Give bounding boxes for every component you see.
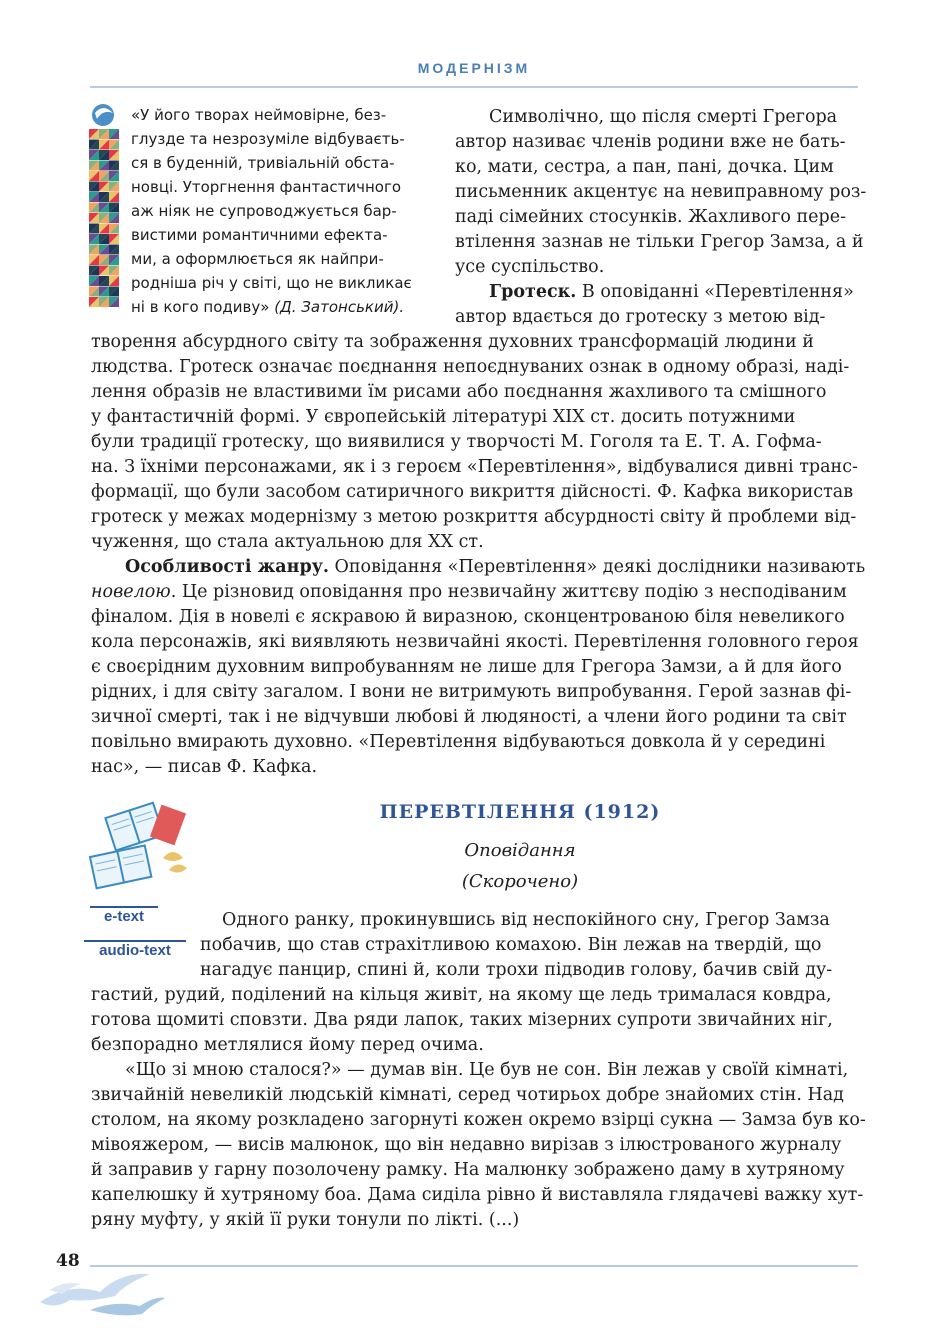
text-line: на. З їхніми персонажами, як і з героєм «Перевтілення», відбувалися дивні транс- [91,457,858,477]
text-run: . Це різновид оповідання про незвичайну життєву подію з несподіваним [170,582,847,602]
quote-author: (Д. Затонський). [269,298,405,316]
text-line: й заправив у гарну позолочену рамку. На малюнку зображено даму в хутряному [91,1160,845,1180]
text-run: Оповідання «Перевтілення» деякі дослідники називають [328,557,866,577]
quote-line: вистими романтичними ефекта- [131,226,388,244]
text-line: є своєрідним духовним випробуванням не лише для Грегора Замзи, а й для його [91,657,842,677]
text-line: чуження, що стала актуальною для XX ст. [91,532,484,552]
genre-second-line [91,580,856,605]
text-line: кола персонажів, які виявляють незвичайні якості. Перевтілення головного героя [91,632,859,652]
term-novel: новелою [91,582,171,602]
text-line: безпорадно метлялися йому перед очима. [91,1035,484,1055]
text-line: звичайній невеликій людській кімнаті, серед чотирьох добре знайомих стін. Над [91,1085,844,1105]
text-line: мівояжером, — висів малюнок, що він недавно вирізав з ілюстрованого журналу [91,1135,842,1155]
text-line: у фантастичній формі. У європейській літературі XIX ст. досить потужними [91,407,796,427]
text-line: повільно вмирають духовно. «Перевтілення відбуваються довкола й у середині [91,732,826,752]
quote-line: аж ніяк не супроводжується бар- [131,202,397,220]
genre-first-line [91,555,866,580]
text-run: В оповіданні «Перевтілення» [576,282,854,302]
text-line: паді сімейних стосунків. Жахливого пере- [455,207,847,227]
text-line: «Що зі мною сталося?» — думав він. Це був не сон. Він лежав у своїй кімнаті, [125,1060,849,1080]
etext-link[interactable]: e-text [90,906,158,930]
text-line: автор вдається до гротеску з метою від- [455,307,826,327]
quote-line-last [131,295,431,319]
text-line: рідних, і для світу загалом. І вони не витримують випробування. Герой зазнав фі- [91,682,852,702]
text-line: людства. Гротеск означає поєднання непоєднуваних ознак в одному образі, наді- [91,357,850,377]
text-line: капелюшку й хутряному боа. Дама сиділа рівно й виставляла глядачеві важку хут- [91,1185,864,1205]
section-title: ПЕРЕВТІЛЕННЯ (1912) [379,801,661,823]
text-line: столом, на якому розкладено загорнуті кожен окремо взірці сукна — Замза був ко- [91,1110,866,1130]
text-line: письменник акцентує на невиправному роз- [455,182,867,202]
text-line: Одного ранку, прокинувшись від неспокійного сну, Грегор Замза [222,910,830,930]
quote-line: новці. Уторгнення фантастичного [131,178,402,196]
text-line: нагадує панцир, спині й, коли трохи підводив голову, бачив свій ду- [200,960,833,980]
birds-icon [30,1262,170,1322]
text-line: формації, що були засобом сатиричного викриття дійсності. Ф. Кафка використав [91,482,854,502]
grotesk-first-line [455,280,856,305]
text-line: лення образів не властивими їм рисами або поєднання жахливого та смішного [91,382,827,402]
quote-line: глузде та незрозуміле відбуваєть- [131,130,405,148]
text-line: автор називає членів родини вже не бать- [455,132,846,152]
audiotext-link[interactable]: audio-text [84,940,186,964]
text-line: творення абсурдного світу та зображення духовних трансформацій людини й [91,332,814,352]
ornament-icon [89,103,119,310]
text-line: ко, мати, сестра, а пан, пані, дочка. Цим [455,157,834,177]
text-line: побачив, що став страхітливою комахою. Він лежав на твердій, що [200,935,822,955]
books-icon [85,798,195,898]
header-rule [90,86,858,88]
genre-subtitle: Оповідання [464,840,576,861]
text-line: фіналом. Дія в новелі є яскравою й виразною, сконцентрованою біля невеликого [91,607,845,627]
text-line: Символічно, що після смерті Грегора [489,107,838,127]
text-line: гротеск у межах модернізму з метою розкриття абсурдності світу й проблеми від- [91,507,857,527]
quote-line: ся в буденній, тривіальній обста- [131,154,395,172]
text-line: готова щомиті сповзти. Два ряди лапок, таких мізерних супроти звичайних ніг, [91,1010,833,1030]
text-line: були традиції гротеску, що виявилися у творчості М. Гоголя та Е. Т. А. Гофма- [91,432,822,452]
quote-line: «У його творах неймовірне, без- [131,106,387,124]
text-line: втілення зазнав не тільки Грегор Замза, а й [455,232,864,252]
quote-text-end: ні в кого подиву» [131,298,270,316]
abridged-note: (Скорочено) [461,871,579,892]
text-line: ряну муфту, у якій її руки тонули по лікті. (...) [91,1210,520,1230]
footer-rule [90,1265,858,1267]
quote-line: ми, а оформлюється як найпри- [131,250,384,268]
term-genre: Особливості жанру. [125,557,329,577]
page-number: 48 [56,1251,80,1271]
epigraph-quote [131,103,431,319]
text-line: зичної смерті, так і не відчувши любові й людяності, а члени його родини та світ [91,707,847,727]
running-header: МОДЕРНІЗМ [417,60,531,76]
quote-line: родніша річ у світі, що не викликає [131,274,412,292]
text-line: гастий, рудий, поділений на кільця живіт, на якому ще ледь трималася ковдра, [91,985,832,1005]
text-line: усе суспільство. [455,257,605,277]
term-grotesk: Гротеск. [489,282,577,302]
text-line: нас», — писав Ф. Кафка. [91,757,318,777]
